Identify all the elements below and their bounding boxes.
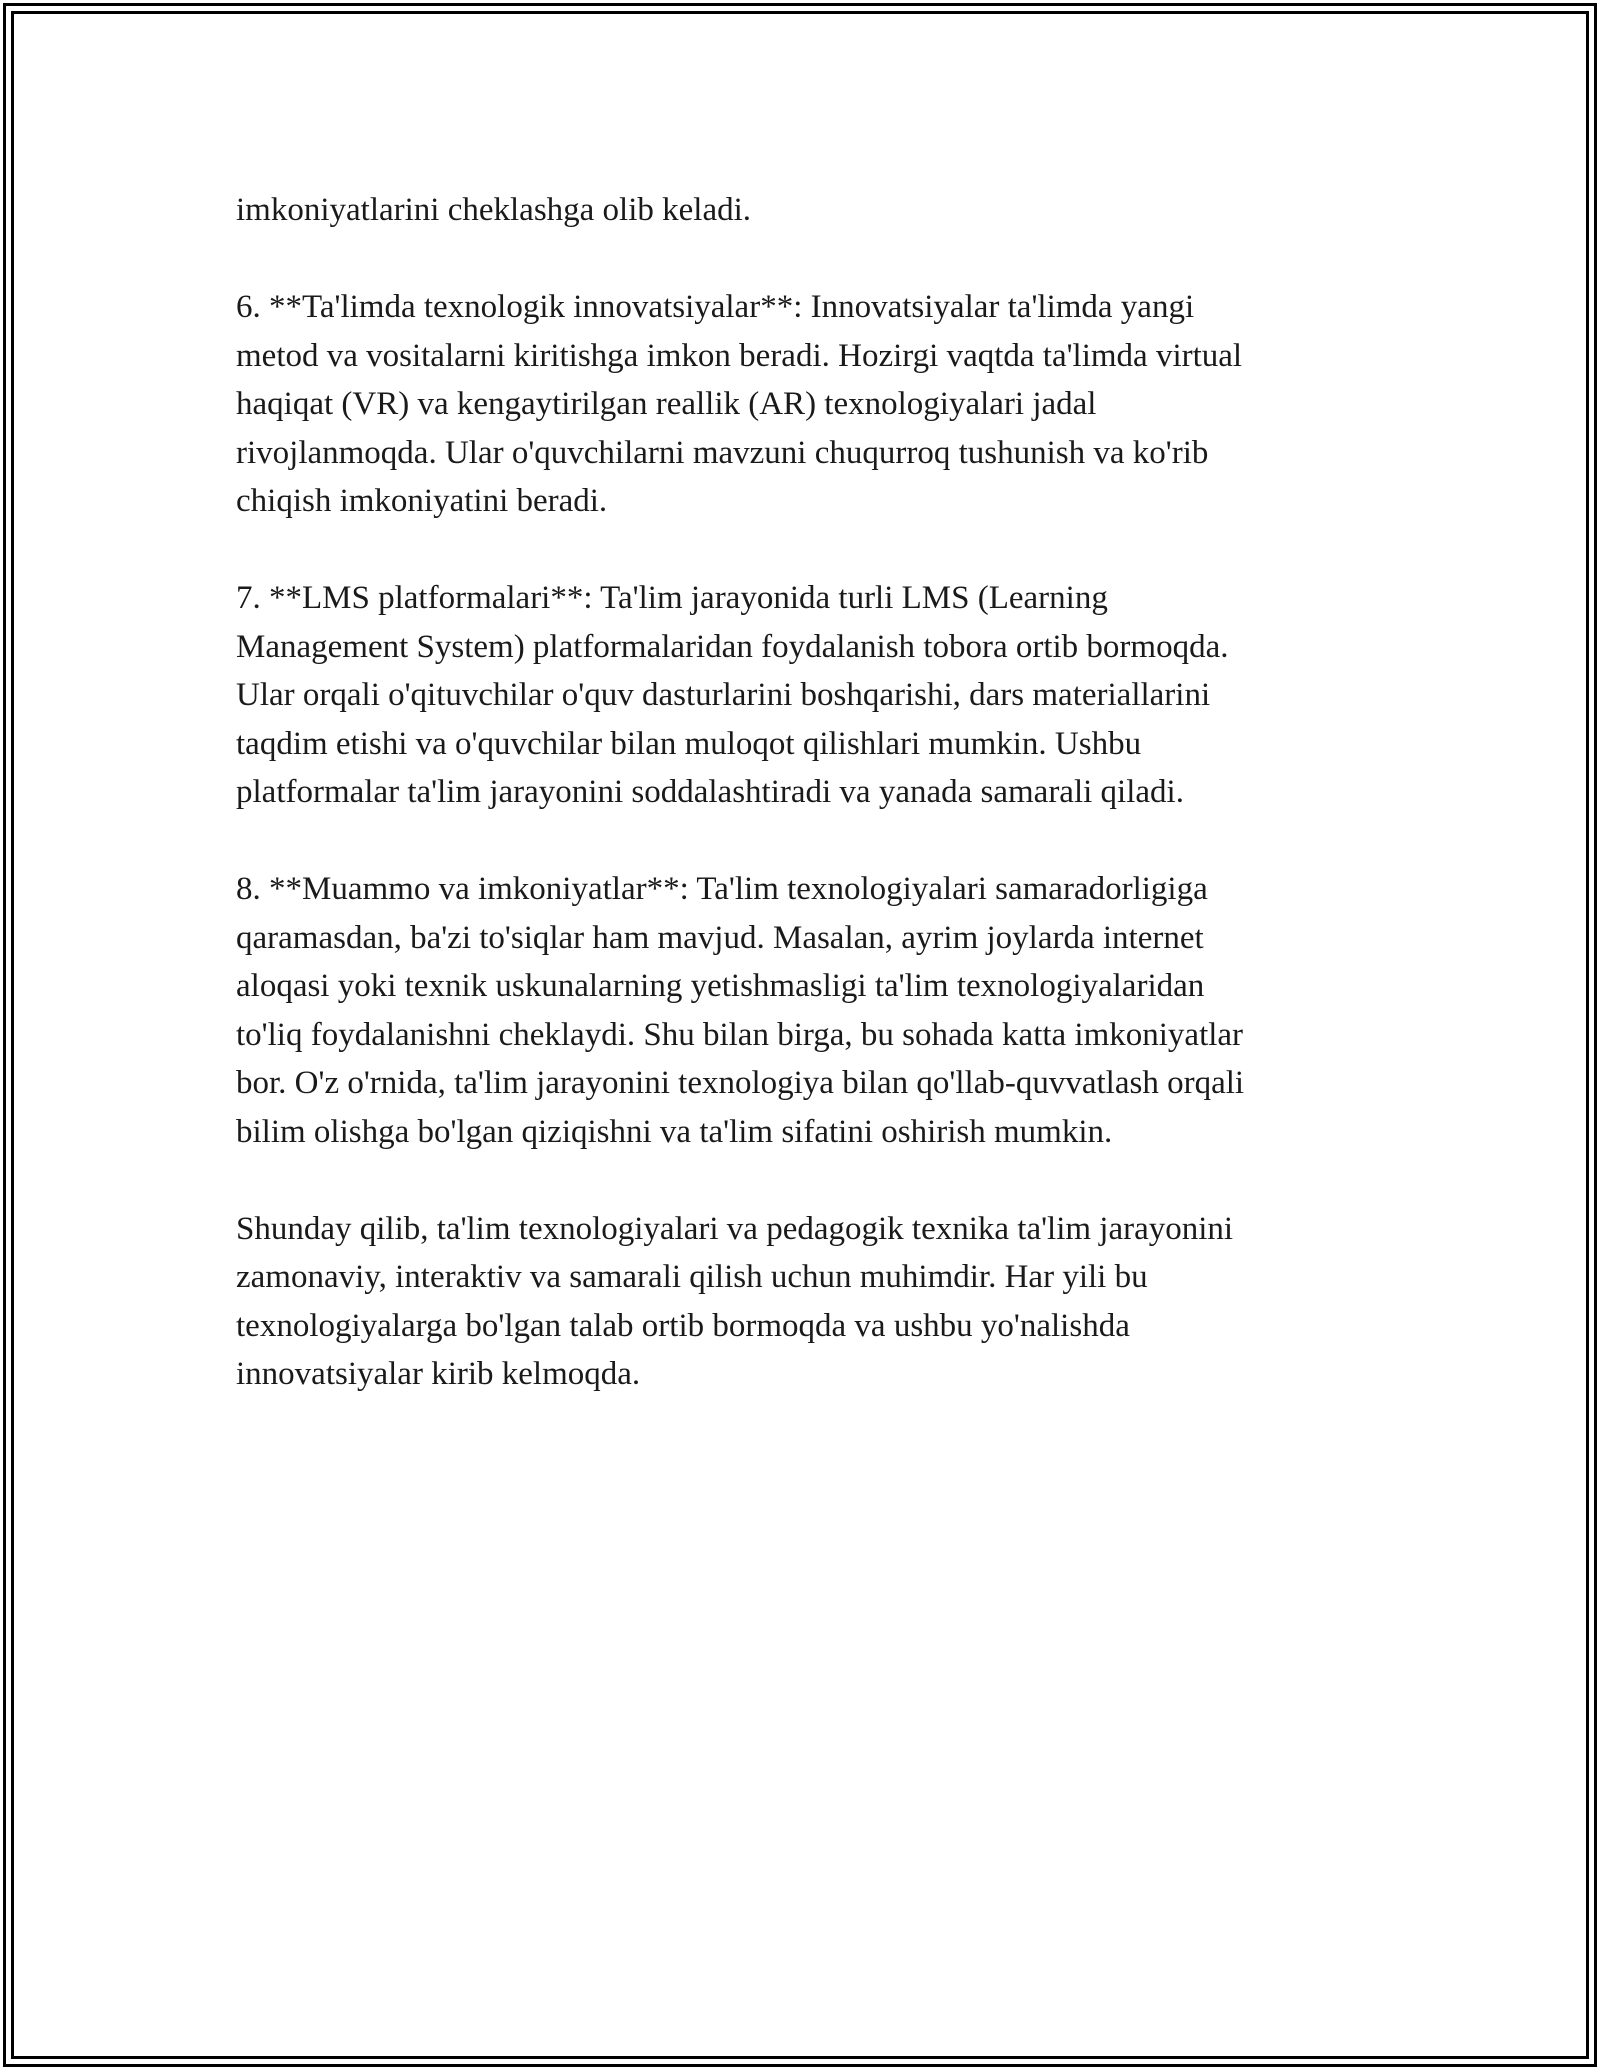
paragraph-item-8: 8. **Muammo va imkoniyatlar**: Ta'lim texnologiyalari samaradorligiga qaramasdan, ba'zi to'siqlar ham mavjud. Masalan, ayrim joylarda internet aloqasi yoki texnik uskunalarning yetishmasligi ta'lim texnologiyalaridan to'liq foydalanishni cheklaydi. Shu bilan birga, bu sohada katta imkoniyatlar bor. O'z o'rnida, ta'lim jarayonini texnologiya bilan qo'llab-quvvatlash orqali bilim olishga bo'lgan qiziqishni va ta'lim sifatini oshirish mumkin. <box>236 871 1245 1150</box>
paragraph-continuation: imkoniyatlarini cheklashga olib keladi. <box>236 192 752 228</box>
paragraph-item-7: 7. **LMS platformalari**: Ta'lim jarayonida turli LMS (Learning Management System) platformalaridan foydalanish tobora ortib bormoqda. Ular orqali o'qituvchilar o'quv dasturlarini boshqarishi, dars materiallarini taqdim etishi va o'quvchilar bilan muloqot qilishlari mumkin. Ushbu platformalar ta'lim jarayonini soddalashtiradi va yanada samarali qiladi. <box>236 580 1229 810</box>
document-body <box>236 186 1386 1399</box>
paragraph-item-6: 6. **Ta'limda texnologik innovatsiyalar**: Innovatsiyalar ta'limda yangi metod va vositalarni kiritishga imkon beradi. Hozirgi vaqtda ta'limda virtual haqiqat (VR) va kengaytirilgan reallik (AR) texnologiyalari jadal rivojlanmoqda. Ular o'quvchilarni mavzuni chuqurroq tushunish va ko'rib chiqish imkoniyatini beradi. <box>236 289 1243 519</box>
paragraph-conclusion: Shunday qilib, ta'lim texnologiyalari va pedagogik texnika ta'lim jarayonini zamonaviy, interaktiv va samarali qilish uchun muhimdir. Har yili bu texnologiyalarga bo'lgan talab ortib bormoqda va ushbu yo'nalishda innovatsiyalar kirib kelmoqda. <box>236 1210 1234 1392</box>
